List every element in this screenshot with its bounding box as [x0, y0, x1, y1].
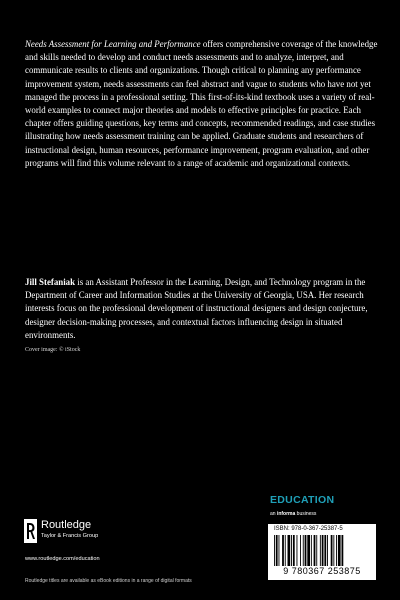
book-title-italic: Needs Assessment for Learning and Performance	[25, 39, 201, 49]
informa-brand: informa	[276, 511, 296, 517]
cover-credit: Cover image: © iStock	[25, 347, 81, 353]
description-text: offers comprehensive coverage of the knowledge and skills needed to develop and conduct needs assessments and to analyze, interpret, and communicate results to clients and organizations. Though critical to planning any performance improvement system, needs assessments can feel abstract and vague to students who have not yet managed the process in a professional setting. This first-of-its-kind textbook uses a variety of real-world examples to connect major theories and models to effective principles for practice. Each chapter offers guiding questions, key terms and concepts, recommended readings, and case studies illustrating how needs assessment training can be applied. Graduate students and researchers of instructional design, human resources, performance improvement, program evaluation, and other programs will find this volume relevant to a range of academic and organizational contexts.	[25, 39, 378, 168]
author-bio-text: is an Assistant Professor in the Learning, Design, and Technology program in the Department of Career and Information Studies at the University of Georgia, USA. Her research interests focus on the professional development of instructional designers and design conjecture, designer decision-making processes, and contextual factors influencing design in situated environments.	[25, 277, 368, 340]
author-bio	[25, 276, 380, 342]
isbn-barcode	[268, 524, 376, 580]
informa-tagline: an informa business	[270, 511, 317, 517]
ebook-note: Routledge titles are available as eBook editions in a range of digital formats	[25, 578, 192, 584]
routledge-logo-icon	[24, 519, 37, 543]
publisher-url: www.routledge.com/education	[25, 556, 100, 562]
publisher-group: Taylor & Francis Group	[41, 533, 99, 539]
author-name: Jill Stefaniak	[25, 277, 76, 287]
barcode-digits: 9 780367 253875	[283, 566, 361, 576]
publisher-name: Routledge	[41, 519, 92, 531]
subject-category: EDUCATION	[270, 494, 335, 506]
publisher-block	[24, 519, 174, 545]
barcode-bars-icon	[274, 535, 370, 566]
book-description	[25, 38, 380, 170]
isbn-text: ISBN: 978-0-367-25387-5	[274, 526, 343, 532]
